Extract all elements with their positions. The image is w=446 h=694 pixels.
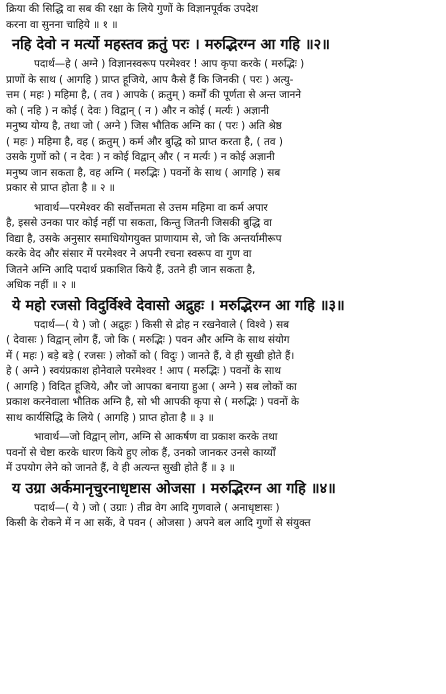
text-line: है, इससे उनका पार कोई नहीं पा सकता, किन्तु जितनी जिसकी बुद्धि वा (6, 217, 272, 229)
top-paragraph (6, 2, 440, 33)
text-line: विद्या है, उसके अनुसार समाधियोगयुक्त प्राणायाम से, जो कि अन्तर्यामीरूप (6, 232, 282, 245)
text-line: को ( नहि ) न कोई ( देवः ) विद्वान् ( न ) और न कोई ( मर्त्यः ) अज्ञानी (6, 104, 269, 117)
text-line: में उपयोग लेने को जानते हैं, वे ही अत्यन्त सुखी होते हैं ॥ ३ ॥ (6, 462, 235, 474)
text-line: जितने अग्नि आदि पदार्थ प्रकाशित किये हैं, उतने ही जान सकता है, (6, 263, 256, 276)
padartha-2 (6, 57, 440, 197)
text-line: ( आगहि ) विदित हूजिये, और जो आपका बनाया हुआ ( अग्ने ) सब लोकों का (6, 380, 297, 393)
text-line: प्रकाश करनेवाला भौतिक अग्नि है, सो भी आपकी कृपा से ( मरुद्भिः ) पवनों के (6, 396, 299, 408)
text-line: पदार्थ—हे ( अग्ने ) विज्ञानस्वरूप परमेश्वर ! आप कृपा करके ( मरुद्भिः ) (34, 58, 305, 70)
mantra-4: य उग्रा अर्कमानृचुरनाधृष्टास ओजसा । मरुद्भिरग्न आ गहि ॥४॥ (12, 480, 336, 497)
text-line: अधिक नहीं ॥ २ ॥ (6, 279, 77, 291)
mantra-2: नहि देवो न मर्त्यो महस्तव क्रतुं परः । मरुद्भिरग्न आ गहि ॥२॥ (12, 37, 330, 53)
text-line: पवनों से चेष्टा करके धारण किये हुए लोक हैं, उनको जानकर उनसे कार्य्यों (6, 446, 276, 459)
padartha-4 (6, 501, 440, 532)
text-line: ( देवासः ) विद्वान् लोग हैं, जो कि ( मरुद्भिः ) पवन और अग्नि के साथ संयोग (6, 334, 290, 346)
text-line: भावार्थ—जो विद्वान् लोग, अग्नि से आकर्षण वा प्रकाश करके तथा (34, 431, 278, 443)
text-line: भावार्थ—परमेश्वर की सर्वोत्तमता से उत्तम महिमा वा कर्म अपार (34, 201, 268, 214)
text-line: प्रकार से प्राप्त होता है ॥ २ ॥ (6, 182, 115, 194)
mantra-3: ये महो रजसो विदुर्विश्वे देवासो अद्रुहः । मरुद्भिरग्न आ गहि ॥३॥ (12, 297, 345, 314)
padartha-3 (6, 318, 440, 427)
text-line: में ( महः ) बड़े बड़े ( रजसः ) लोकों को ( विदुः ) जानते हैं, वे ही सुखी होते हैं। (6, 349, 295, 362)
text-line: साथ कार्यसिद्धि के लिये ( आगहि ) प्राप्त होता है ॥ ३ ॥ (6, 411, 214, 424)
text-line: मनुष्य योग्य है, तथा जो ( अग्ने ) जिस भौतिक अग्नि का ( परः ) अति श्रेष्ठ (6, 120, 282, 132)
text-line: करके वेद और संसार में परमेश्वर ने अपनी रचना स्वरूप वा गुण वा (6, 248, 252, 260)
text-line: पदार्थ—( ये ) जो ( अद्रुहः ) किसी से द्रोह न रखनेवाले ( विश्वे ) सब (34, 318, 290, 331)
text-line: क्रिया की सिद्धि वा सब की रक्षा के लिये गुणों के विज्ञानपूर्वक उपदेश (6, 3, 259, 15)
text-line: करना वा सुनना चाहिये ॥ १ ॥ (6, 18, 118, 31)
bhavartha-3 (6, 430, 440, 477)
text-line: ( महः ) महिमा है, वह ( क्रतुम् ) कर्म और बुद्धि को प्राप्त करता है, ( तव ) (6, 135, 283, 148)
text-line: पदार्थ—( ये ) जो ( उग्राः ) तीव्र वेग आदि गुणवाले ( अनाधृष्टासः ) (34, 501, 280, 514)
text-line: हे ( अग्ने ) स्वयंप्रकाश होनेवाले परमेश्वर ! आप ( मरुद्भिः ) पवनों के साथ (6, 365, 281, 377)
bhavartha-2 (6, 201, 440, 294)
text-line: किसी के रोकने में न आ सकें, वे पवन ( ओजसा ) अपने बल आदि गुणों से संयुक्त (6, 517, 311, 529)
text-line: त्तम ( महः ) महिमा है, ( तव ) आपके ( क्रतुम् ) कर्मों की पूर्णता से अन्त जानने (6, 89, 302, 101)
text-line: प्राणों के साथ ( आगहि ) प्राप्त हूजिये, आप कैसे हैं कि जिनकी ( परः ) अत्यु- (6, 73, 294, 86)
text-line: मनुष्य जान सकता है, वह अग्नि ( मरुद्भिः ) पवनों के साथ ( आगहि ) सब (6, 166, 281, 179)
text-line: उसके गुणों को ( न देवः ) न कोई विद्वान् और ( न मर्त्यः ) न कोई अज्ञानी (6, 151, 275, 163)
